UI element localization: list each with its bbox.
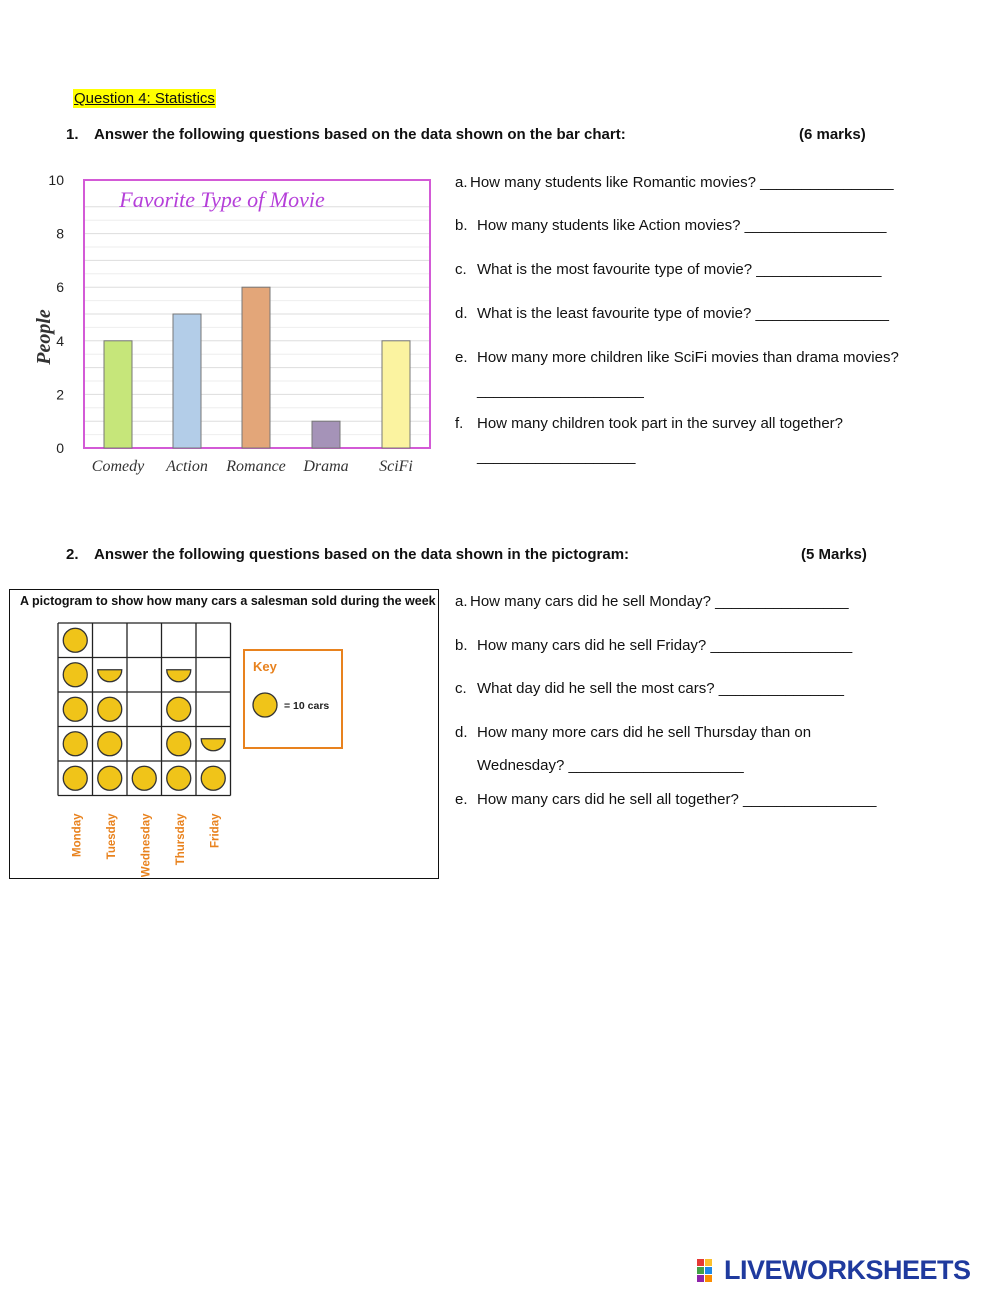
half-car-symbol [201, 739, 225, 751]
liveworksheets-logo-icon [697, 1259, 721, 1283]
q1-item-letter: b. [455, 217, 468, 234]
answer-blank[interactable]: ________________ [760, 174, 894, 191]
q1-item [455, 216, 886, 236]
pictogram-title: A pictogram to show how many cars a salesman sold during the week [20, 594, 436, 608]
q1-item-letter: d. [455, 305, 468, 322]
q1-number: 1. [66, 126, 79, 143]
answer-blank[interactable]: ________________ [715, 593, 849, 610]
y-tick-label: 10 [48, 172, 64, 188]
q2-heading [66, 545, 629, 565]
key-symbol [253, 693, 277, 717]
car-symbol [132, 766, 156, 790]
x-tick-label: Drama [303, 458, 349, 475]
day-label: Friday [209, 813, 222, 849]
answer-blank[interactable]: ___________________ [477, 448, 636, 465]
day-label: Thursday [174, 813, 187, 866]
q2-item-text: What day did he sell the most cars? [477, 680, 715, 697]
car-symbol [63, 697, 87, 721]
q2-item [455, 790, 876, 810]
car-symbol [63, 663, 87, 687]
q1-instruction: Answer the following questions based on the data shown on the bar chart: [94, 126, 626, 143]
car-symbol [167, 766, 191, 790]
x-tick-label: SciFi [379, 458, 413, 475]
bar-comedy [104, 341, 132, 448]
q1-marks: (6 marks) [799, 126, 866, 143]
q2-item-letter: e. [455, 791, 468, 808]
q2-item [455, 636, 852, 656]
q2-number: 2. [66, 546, 79, 563]
q2-item [455, 723, 811, 743]
y-tick-label: 0 [56, 440, 64, 456]
answer-blank[interactable]: _________________ [710, 637, 853, 654]
q2-item-letter: d. [455, 724, 468, 741]
answer-blank[interactable]: _______________ [718, 680, 844, 697]
car-symbol [167, 732, 191, 756]
car-symbol [201, 766, 225, 790]
q1-heading [66, 125, 626, 145]
q1-item [455, 414, 843, 434]
car-symbol [63, 766, 87, 790]
q1-item-letter: f. [455, 415, 464, 432]
q2-item-text: How many cars did he sell all together? [477, 791, 739, 808]
q2-item-text: How many cars did he sell Monday? [470, 593, 711, 610]
q1-item-text: What is the least favourite type of movie? [477, 305, 752, 322]
x-tick-label: Action [166, 458, 208, 475]
q1-item-text: How many children took part in the survey all together? [477, 415, 844, 432]
y-tick-label: 8 [56, 225, 64, 242]
car-symbol [98, 732, 122, 756]
q1-item-text: How many students like Romantic movies? [470, 174, 756, 191]
day-label: Tuesday [105, 813, 118, 860]
car-symbol [98, 697, 122, 721]
bar-action [173, 314, 201, 448]
y-tick-label: 6 [56, 279, 64, 296]
q2-item-text: How many cars did he sell Friday? [477, 637, 707, 654]
pictogram-panel [9, 589, 439, 879]
x-tick-label: Comedy [91, 458, 145, 475]
bar-chart [30, 165, 440, 485]
q1-item-text: How many more children like SciFi movies than drama movies? [477, 349, 899, 366]
key-value-text: = 10 cars [284, 700, 330, 712]
q2-item-text: How many more cars did he sell Thursday than on [477, 724, 812, 741]
car-symbol [167, 697, 191, 721]
q1-item-letter: c. [455, 261, 467, 278]
chart-title: Favorite Type of Movie [119, 187, 325, 212]
q1-item-letter: e. [455, 349, 468, 366]
q1-item [455, 173, 894, 193]
y-tick-label: 2 [56, 386, 64, 403]
y-axis-label: People [33, 309, 55, 365]
page-title: Question 4: Statistics [74, 90, 215, 107]
answer-blank[interactable]: ________________ [742, 791, 877, 808]
q2-item [477, 756, 744, 776]
answer-blank[interactable]: _______________ [756, 261, 882, 278]
q2-item-text: Wednesday? [477, 757, 565, 774]
q1-item [455, 348, 899, 368]
half-car-symbol [98, 670, 122, 682]
q2-marks: (5 Marks) [801, 546, 867, 563]
q1-item [455, 304, 889, 324]
liveworksheets-logo-text: LIVEWORKSHEETS [724, 1255, 971, 1285]
key-label: Key [253, 659, 277, 674]
car-symbol [63, 628, 87, 652]
answer-blank[interactable]: ________________ [755, 305, 889, 322]
answer-blank[interactable]: _____________________ [568, 757, 744, 774]
car-symbol [63, 732, 87, 756]
bar-drama [312, 421, 340, 448]
car-symbol [98, 766, 122, 790]
x-tick-label: Romance [226, 458, 286, 475]
q2-instruction: Answer the following questions based on the data shown in the pictogram: [94, 546, 630, 563]
q1-item-letter: a. [455, 174, 468, 191]
q2-item-letter: c. [455, 680, 467, 697]
answer-blank[interactable]: _________________ [744, 217, 887, 234]
bar-romance [242, 287, 270, 448]
q2-item [455, 679, 844, 699]
q1-item-text: What is the most favourite type of movie? [477, 261, 753, 278]
half-car-symbol [167, 670, 191, 682]
bar-scifi [382, 341, 410, 448]
q2-item-letter: b. [455, 637, 468, 654]
pictogram-graphic [10, 590, 437, 877]
y-tick-label: 4 [56, 332, 64, 349]
q1-item-text: How many students like Action movies? [477, 217, 741, 234]
q2-item-letter: a. [455, 593, 468, 610]
day-label: Monday [71, 813, 84, 857]
q2-item [455, 592, 849, 612]
answer-blank[interactable]: ____________________ [477, 382, 644, 399]
day-label: Wednesday [140, 813, 153, 877]
q1-item [455, 260, 881, 280]
